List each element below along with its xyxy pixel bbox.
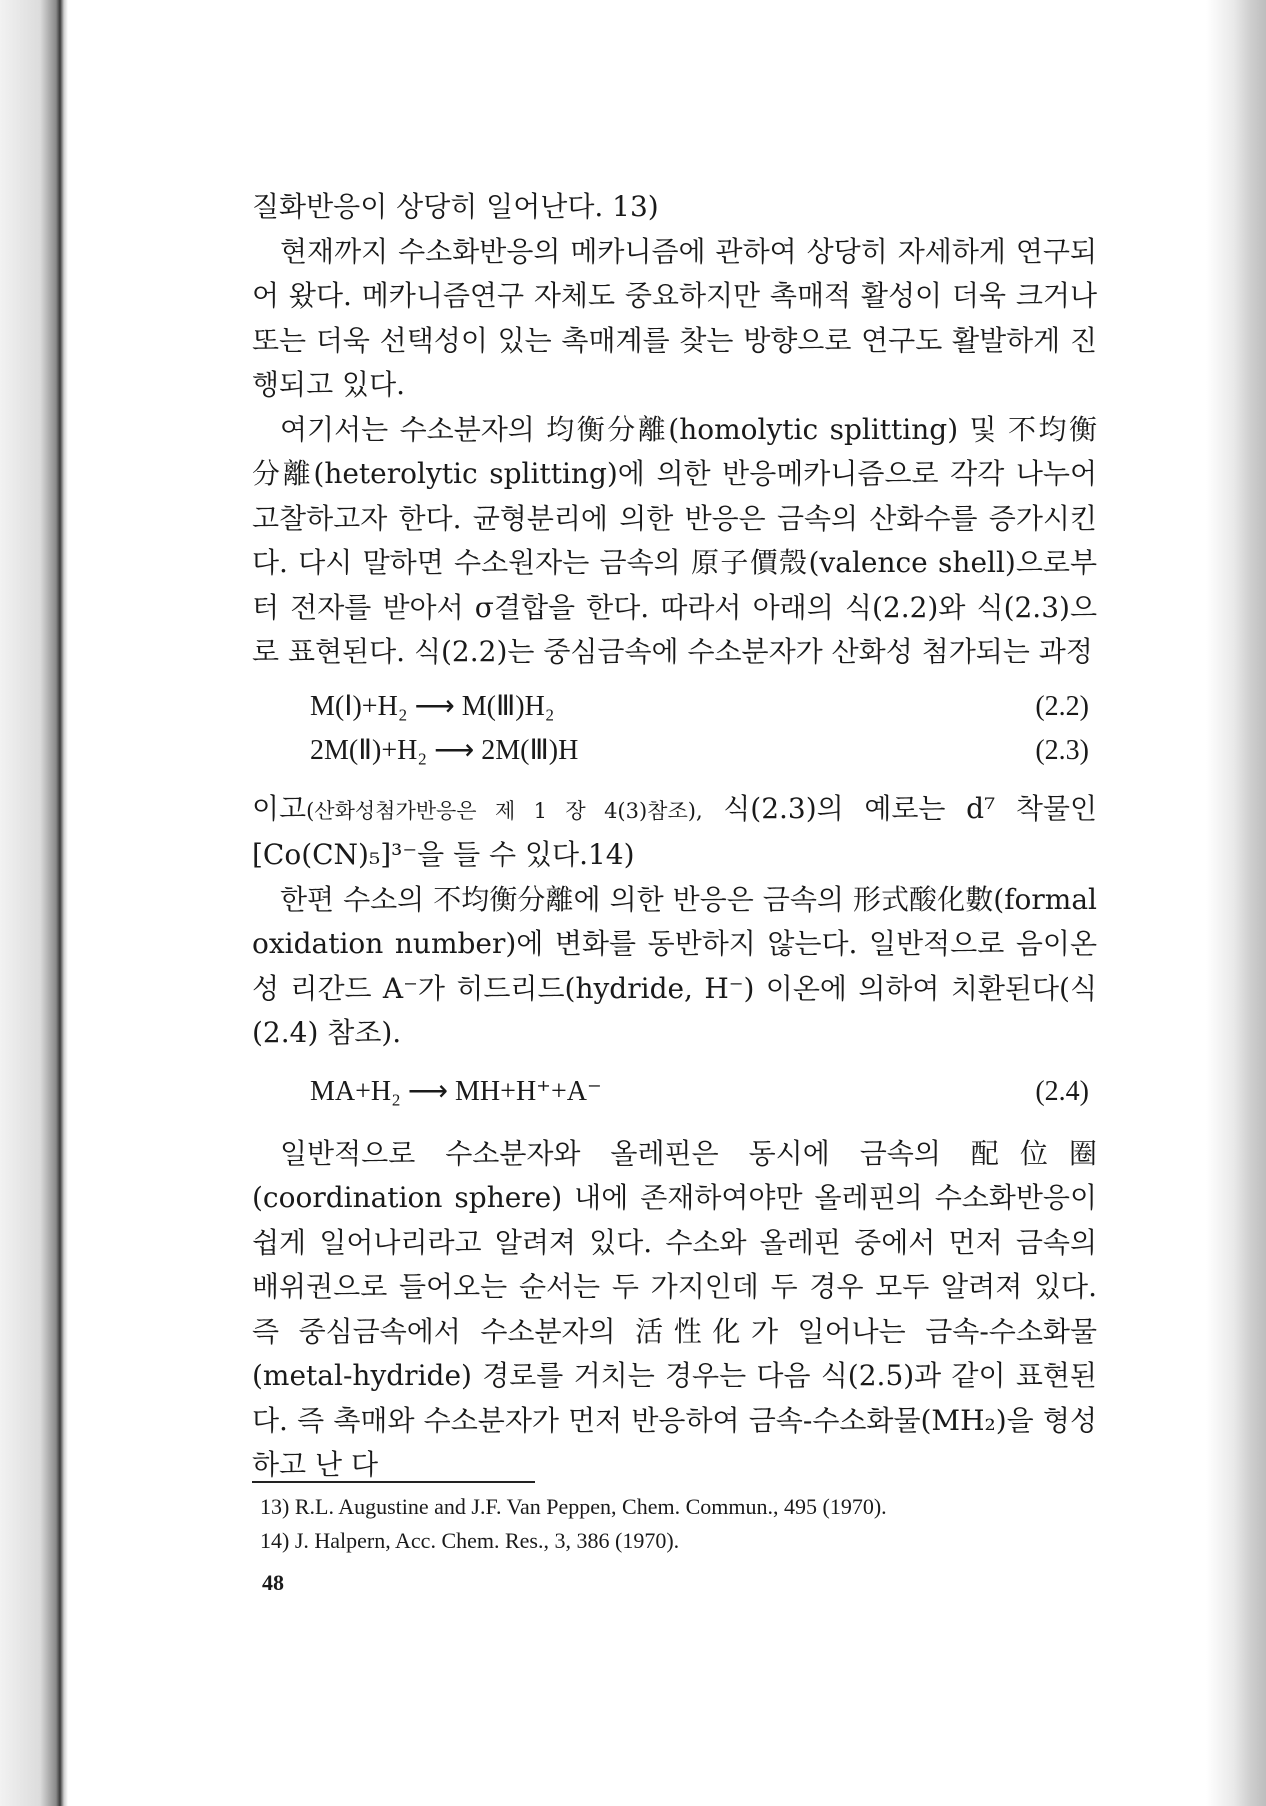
paragraph-3-rest: 식(2.3)의 예로는 d⁷ 착물인 [Co(CN)₅]³⁻을 들 수 있다.14) bbox=[252, 791, 1097, 871]
paragraph-5: 일반적으로 수소분자와 올레핀은 동시에 금속의 配位圈(coordination sphere) 내에 존재하여야만 올레핀의 수소화반응이 쉽게 일어나리라고 알려져 있다. 수소와 올레핀 중에서 먼저 금속의 배위권으로 들어오는 순서는 두 가지인데 두 경우 모두 알려져 있다. 즉 중심금속에서 수소분자의 活性化가 일어나는 금속-수소화물(metal-hydride) 경로를 거치는 경우는 다음 식(2.5)과 같이 표현된다. 즉 촉매와 수소분자가 먼저 반응하여 금속-수소화물(MH₂)을 형성하고 난 다 bbox=[252, 1136, 1097, 1481]
footnote-14: 14) J. Halpern, Acc. Chem. Res., 3, 386 (1970). bbox=[260, 1528, 680, 1553]
equation-number: (2.3) bbox=[1035, 734, 1089, 766]
equation-number: (2.4) bbox=[1035, 1075, 1089, 1107]
paragraph-2: 여기서는 수소분자의 均衡分離(homolytic splitting) 및 不均衡分離(heterolytic splitting)에 의한 반응메카니즘으로 각각 나누어 고찰하고자 한다. 균형분리에 의한 반응은 금속의 산화수를 증가시킨다. 다시 말하면 수소원자는 금속의 原子價殼(valence shell)으로부터 전자를 받아서 σ결합을 한다. 따라서 아래의 식(2.2)와 식(2.3)으로 표현된다. 식(2.2)는 중심금속에 수소분자가 산화성 첨가되는 과정 bbox=[252, 412, 1097, 668]
equation-expression: 2M(Ⅱ)+H₂ ⟶ 2M(Ⅲ)H bbox=[310, 734, 579, 766]
paragraph-3 bbox=[252, 787, 1097, 878]
book-page-edge bbox=[1206, 0, 1266, 1806]
footnote-13: 13) R.L. Augustine and J.F. Van Peppen, Chem. Commun., 495 (1970). bbox=[260, 1494, 887, 1519]
footnotes bbox=[260, 1490, 1100, 1558]
equation-group-a bbox=[252, 685, 1097, 773]
paragraph-3-main: 이고 bbox=[252, 791, 307, 825]
paragraph-3-aside: (산화성첨가반응은 제 1 장 4(3)참조), bbox=[306, 798, 703, 823]
equation-expression: MA+H₂ ⟶ MH+H⁺+A⁻ bbox=[310, 1075, 602, 1107]
equation-number: (2.2) bbox=[1035, 690, 1089, 722]
equation-2-3 bbox=[252, 729, 1097, 773]
equation-expression: M(Ⅰ)+H₂ ⟶ M(Ⅲ)H₂ bbox=[310, 690, 555, 722]
equation-group-b bbox=[252, 1070, 1097, 1114]
equation-2-2 bbox=[252, 685, 1097, 729]
paragraph-4: 한편 수소의 不均衡分離에 의한 반응은 금속의 形式酸化數(formal oxidation number)에 변화를 동반하지 않는다. 일반적으로 음이온성 리간드 A⁻가 히드리드(hydride, H⁻) 이온에 의하여 치환된다(식(2.4) 참조). bbox=[252, 882, 1097, 1049]
footnote-divider bbox=[252, 1481, 535, 1483]
body-text bbox=[252, 185, 1097, 1488]
paragraph-0: 질화반응이 상당히 일어난다. 13) bbox=[252, 190, 659, 223]
paragraph-1: 현재까지 수소화반응의 메카니즘에 관하여 상당히 자세하게 연구되어 왔다. 메카니즘연구 자체도 중요하지만 촉매적 활성이 더욱 크거나 또는 더욱 선택성이 있는 촉매계를 찾는 방향으로 연구도 활발하게 진행되고 있다. bbox=[252, 234, 1097, 401]
equation-2-4 bbox=[252, 1070, 1097, 1114]
book-binding-edge bbox=[0, 0, 68, 1806]
page-number: 48 bbox=[262, 1570, 284, 1595]
